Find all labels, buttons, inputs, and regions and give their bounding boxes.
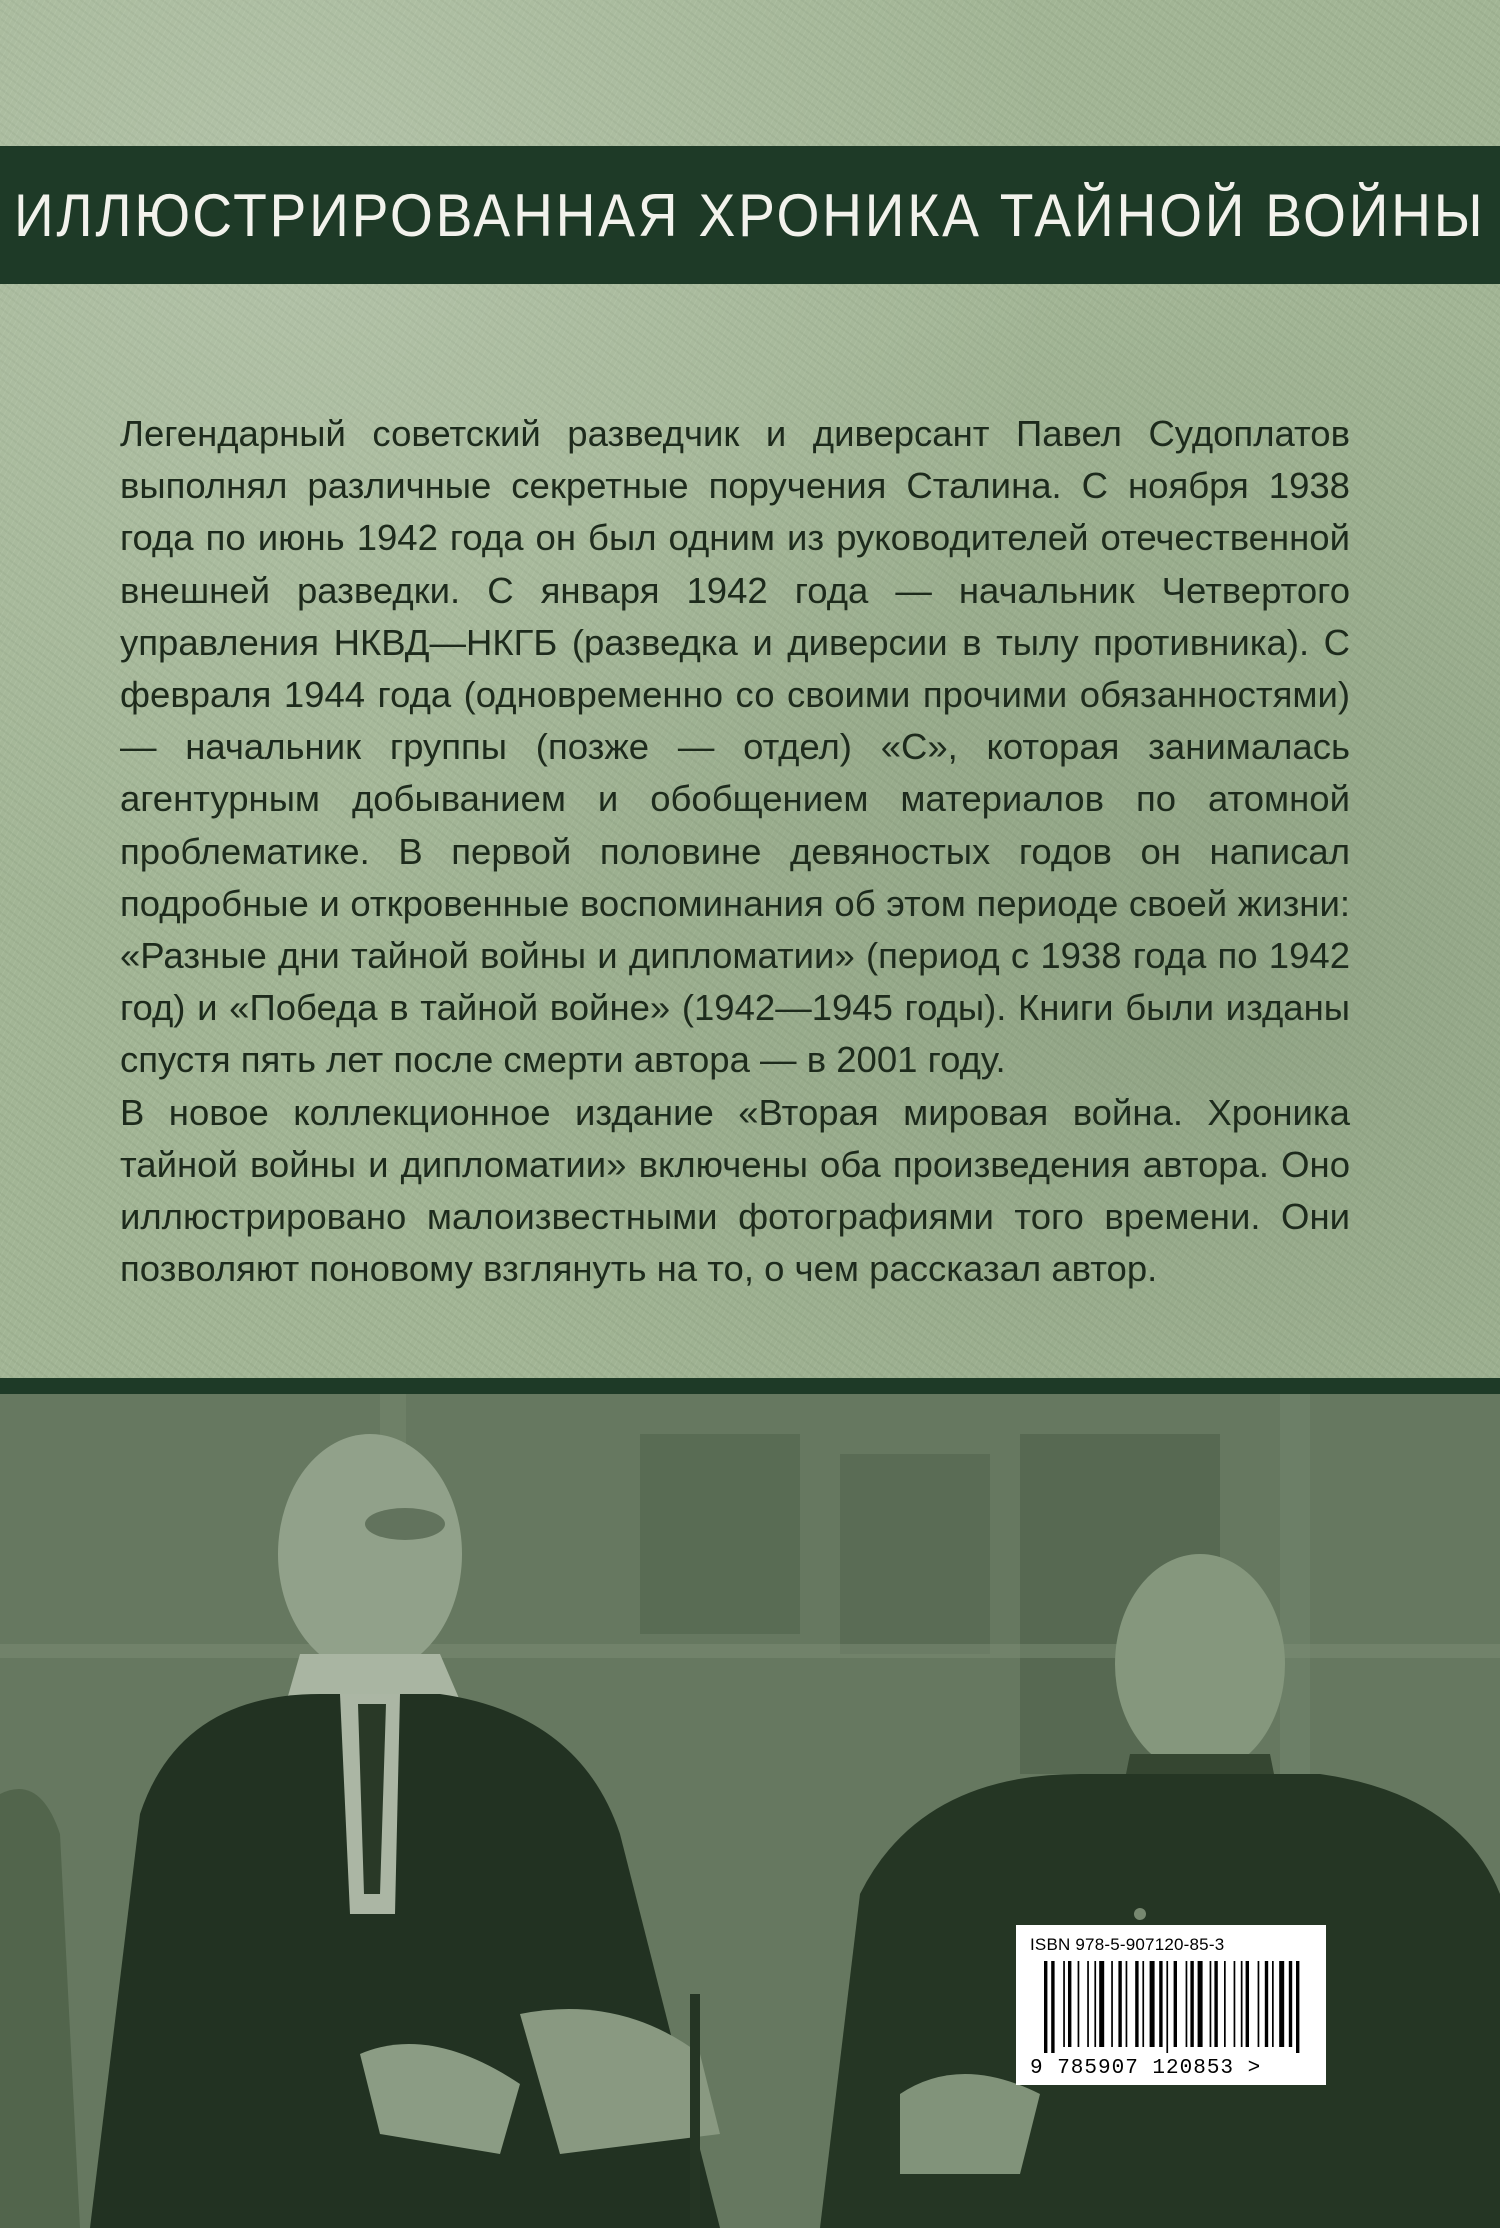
barcode-bar bbox=[1087, 1961, 1089, 2047]
series-banner bbox=[0, 146, 1500, 284]
barcode-bar bbox=[1044, 1961, 1047, 2053]
historical-photo bbox=[0, 1394, 1500, 2228]
isbn-label: ISBN 978-5-907120-85-3 bbox=[1030, 1935, 1225, 1954]
barcode-bar bbox=[1111, 1961, 1113, 2047]
barcode-bar bbox=[1159, 1961, 1162, 2047]
annotation-text bbox=[120, 408, 1350, 1295]
barcode-bar bbox=[1142, 1961, 1144, 2047]
barcode-bar bbox=[1150, 1961, 1155, 2047]
barcode-bar bbox=[1068, 1961, 1071, 2047]
barcode bbox=[1030, 1961, 1312, 2080]
barcode-bar bbox=[1265, 1961, 1268, 2047]
barcode-bar bbox=[1279, 1961, 1284, 2047]
barcode-bar bbox=[1296, 1961, 1299, 2053]
barcode-bar bbox=[1224, 1961, 1226, 2047]
barcode-bar bbox=[1190, 1961, 1193, 2047]
annotation-paragraph-1: Легендарный советский разведчик и диверсант Павел Судоплатов выполнял различные секретные поручения Сталина. С ноября 1938 года по июнь 1942 года он был одним из руководителей отечественной внешней разведки. С января 1942 года — начальник Четвертого управления НКВД—НКГБ (разведка и диверсии в тылу противника). С февраля 1944 года (одновременно со своими прочими обязанностями) — начальник группы (позже — отдел) «С», которая занималась агентурным добыванием и обобщением материалов по атомной проблематике. В первой половине девяностых годов он написал подробные и откровенные воспоминания об этом периоде своей жизни: «Разные дни тайной войны и дипломатии» (период с 1938 года по 1942 год) и «Победа в тайной войне» (1942—1945 годы). Книги были изданы спустя пять лет после смерти автора — в 2001 году. bbox=[120, 413, 1350, 1081]
barcode-bar bbox=[1118, 1961, 1121, 2047]
barcode-bar bbox=[1094, 1961, 1096, 2047]
barcode-bar bbox=[1246, 1961, 1249, 2047]
barcode-bar bbox=[1166, 1961, 1168, 2053]
barcode-bar bbox=[1234, 1961, 1236, 2047]
barcode-bar bbox=[1186, 1961, 1188, 2047]
barcode-bar bbox=[1198, 1961, 1203, 2047]
annotation-paragraph-2: В новое коллекционное издание «Вторая мировая война. Хроника тайной войны и дипломатии» включены оба произведения автора. Оно иллюстрировано малоизвестными фотографиями того времени. Они позволяют поновому взглянуть на то, о чем рассказал автор. bbox=[120, 1091, 1350, 1290]
barcode-bar bbox=[1078, 1961, 1080, 2047]
series-title: ИЛЛЮСТРИРОВАННАЯ ХРОНИКА ТАЙНОЙ ВОЙНЫ bbox=[14, 181, 1486, 249]
barcode-bar bbox=[1214, 1961, 1217, 2047]
barcode-bar bbox=[1272, 1961, 1274, 2047]
isbn-barcode-block bbox=[1016, 1925, 1326, 2085]
barcode-bar bbox=[1210, 1961, 1212, 2047]
barcode-bars bbox=[1030, 1961, 1312, 2055]
barcode-bar bbox=[1063, 1961, 1065, 2047]
barcode-bar bbox=[1135, 1961, 1138, 2047]
barcode-bar bbox=[1174, 1961, 1177, 2047]
barcode-bar bbox=[1126, 1961, 1128, 2047]
barcode-bar bbox=[1258, 1961, 1260, 2047]
barcode-bar bbox=[1289, 1961, 1292, 2047]
barcode-bar bbox=[1241, 1961, 1243, 2047]
barcode-bar bbox=[1051, 1961, 1054, 2053]
section-divider bbox=[0, 1378, 1500, 1394]
photo-illustration bbox=[0, 1394, 1500, 2228]
barcode-digits: 9 785907 120853 > bbox=[1030, 2057, 1262, 2080]
barcode-bar bbox=[1099, 1961, 1104, 2047]
